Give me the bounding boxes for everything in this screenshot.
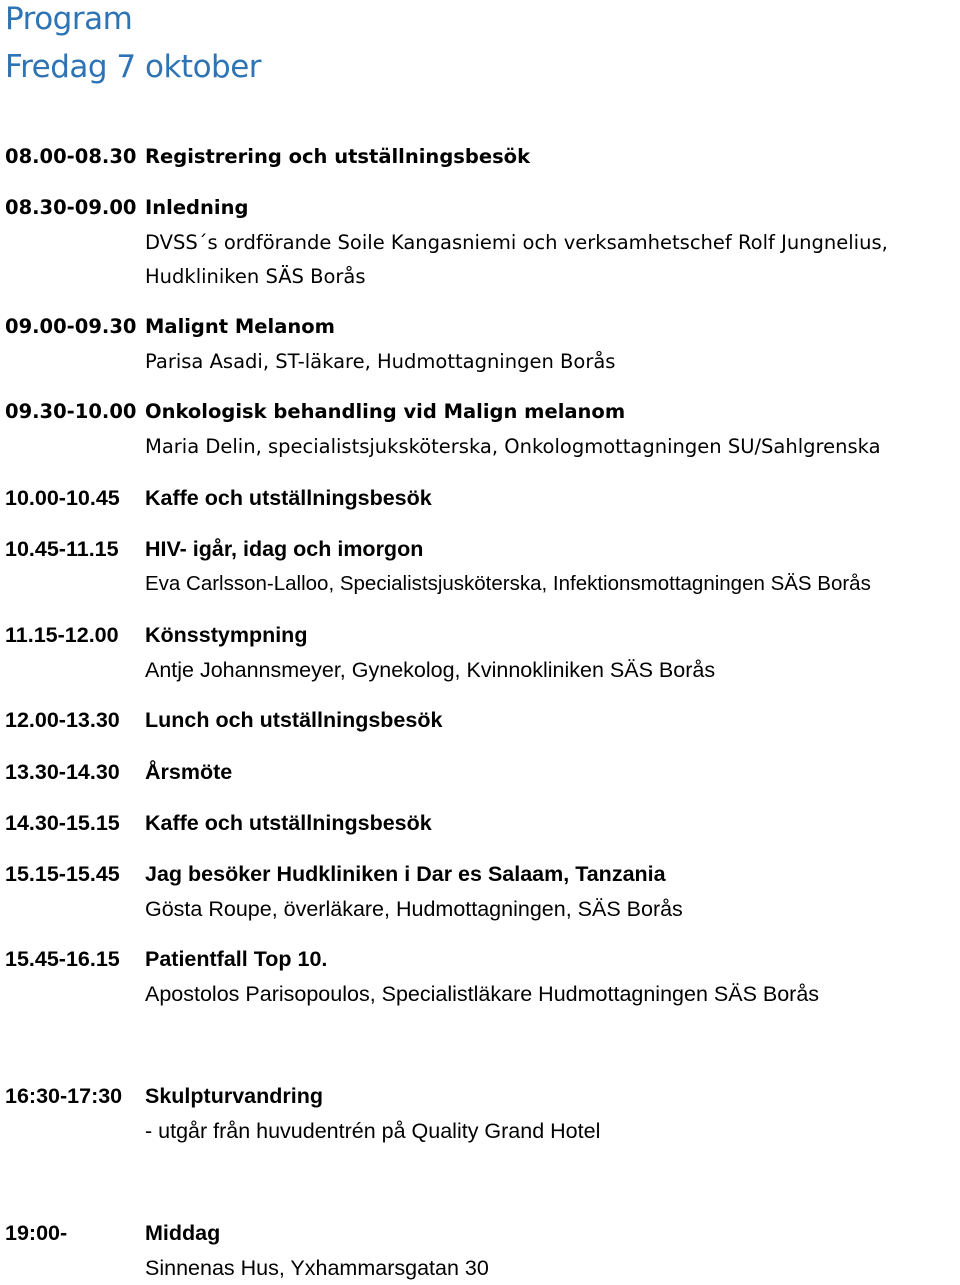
entry-title: Inledning <box>145 196 249 219</box>
page-subtitle: Fredag 7 oktober <box>5 49 262 85</box>
entry-detail: Parisa Asadi, ST-läkare, Hudmottagningen Borås <box>145 350 616 373</box>
entry-title: Kaffe och utställningsbesök <box>145 486 432 510</box>
entry-title: Jag besöker Hudkliniken i Dar es Salaam, Tanzania <box>145 862 666 886</box>
entry-title: Könsstympning <box>145 623 308 647</box>
entry-time: 15.15-15.45 <box>5 862 120 886</box>
entry-title: Kaffe och utställningsbesök <box>145 811 432 835</box>
entry-time: 19:00- <box>5 1221 68 1245</box>
entry-detail: Antje Johannsmeyer, Gynekolog, Kvinnokliniken SÄS Borås <box>145 658 716 682</box>
entry-time: 08.00-08.30 <box>5 145 137 168</box>
entry-title: Lunch och utställningsbesök <box>145 708 443 732</box>
entry-time: 14.30-15.15 <box>5 811 120 835</box>
entry-detail: - utgår från huvudentrén på Quality Grand Hotel <box>145 1119 601 1143</box>
entry-time: 10.00-10.45 <box>5 486 120 510</box>
entry-detail: Maria Delin, specialistsjuksköterska, Onkologmottagningen SU/Sahlgrenska <box>145 435 881 458</box>
entry-title: HIV- igår, idag och imorgon <box>145 537 424 561</box>
entry-title: Middag <box>145 1221 221 1245</box>
entry-detail: Gösta Roupe, överläkare, Hudmottagningen, SÄS Borås <box>145 897 683 921</box>
entry-time: 13.30-14.30 <box>5 760 120 784</box>
entry-title: Malignt Melanom <box>145 315 335 338</box>
entry-detail: Sinnenas Hus, Yxhammarsgatan 30 <box>145 1256 489 1280</box>
entry-time: 16:30-17:30 <box>5 1084 123 1108</box>
entry-time: 09.00-09.30 <box>5 315 137 338</box>
entry-title: Onkologisk behandling vid Malign melanom <box>145 400 626 423</box>
entry-detail: DVSS´s ordförande Soile Kangasniemi och verksamhetschef Rolf Jungnelius, <box>145 231 888 254</box>
entry-title: Årsmöte <box>145 760 233 784</box>
page-title: Program <box>5 1 133 37</box>
entry-time: 15.45-16.15 <box>5 947 120 971</box>
entry-time: 12.00-13.30 <box>5 708 120 732</box>
entry-detail: Eva Carlsson-Lalloo, Specialistsjusköterska, Infektionsmottagningen SÄS Borås <box>145 572 871 595</box>
entry-time: 10.45-11.15 <box>5 537 119 561</box>
entry-time: 11.15-12.00 <box>5 623 119 647</box>
entry-time: 09.30-10.00 <box>5 400 137 423</box>
entry-title: Skulpturvandring <box>145 1084 323 1108</box>
entry-time: 08.30-09.00 <box>5 196 137 219</box>
entry-title: Registrering och utställningsbesök <box>145 145 531 168</box>
entry-title: Patientfall Top 10. <box>145 947 328 971</box>
entry-detail: Apostolos Parisopoulos, Specialistläkare Hudmottagningen SÄS Borås <box>145 982 820 1006</box>
entry-detail: Hudkliniken SÄS Borås <box>145 265 366 288</box>
